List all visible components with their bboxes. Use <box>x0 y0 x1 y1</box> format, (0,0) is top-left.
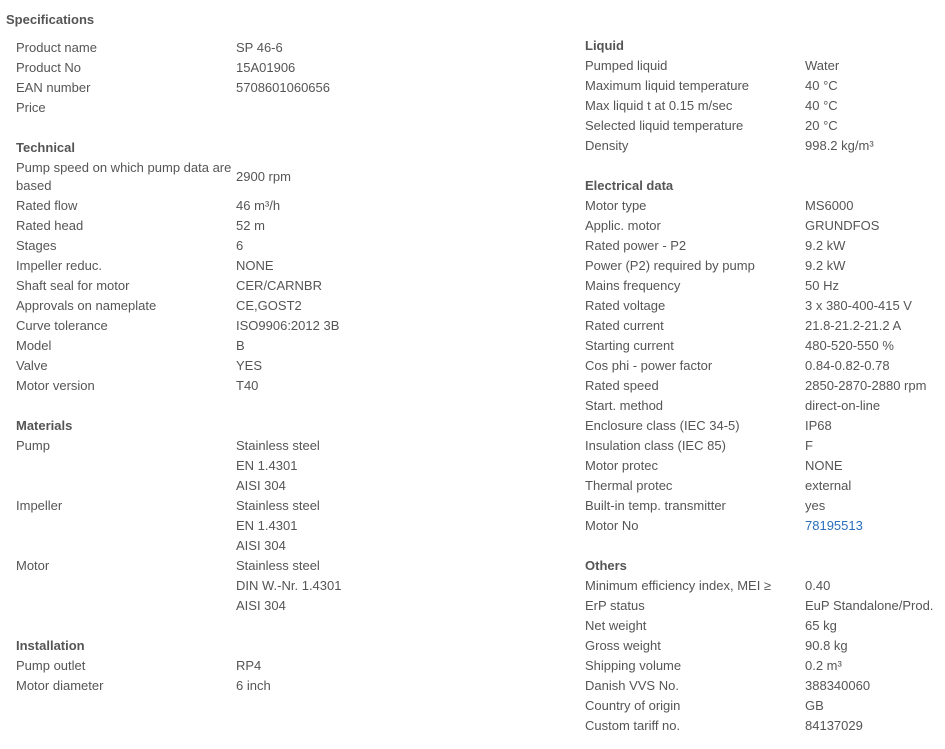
spec-value-line: F <box>805 438 813 453</box>
spec-value-line: 480-520-550 % <box>805 338 894 353</box>
spec-value <box>805 716 863 736</box>
spec-label: Max liquid t at 0.15 m/sec <box>585 98 733 113</box>
spec-value-line: 388340060 <box>805 678 871 693</box>
spec-value-line: B <box>236 338 245 353</box>
spec-row <box>16 676 271 696</box>
spec-label: Country of origin <box>585 698 681 713</box>
spec-value <box>805 396 880 416</box>
spec-row <box>585 476 926 496</box>
spec-value <box>805 236 845 256</box>
spec-label: Gross weight <box>585 638 661 653</box>
spec-value-line: YES <box>236 358 263 373</box>
spec-label: Thermal protec <box>585 478 673 493</box>
spec-label: Motor No <box>585 518 639 533</box>
spec-row <box>585 696 933 716</box>
spec-label: Rated head <box>16 218 84 233</box>
spec-row <box>16 496 341 556</box>
spec-label: Motor diameter <box>16 678 104 693</box>
spec-label: Start. method <box>585 398 664 413</box>
spec-value-line: 6 inch <box>236 678 271 693</box>
spec-label: Valve <box>16 358 48 373</box>
spec-value-line: external <box>805 478 852 493</box>
section-heading: Liquid <box>585 38 624 53</box>
spec-value <box>236 376 258 396</box>
spec-value-line: ISO9906:2012 3B <box>236 318 340 333</box>
spec-value <box>236 496 320 556</box>
spec-value <box>805 496 825 516</box>
spec-value-line: T40 <box>236 378 259 393</box>
page-title: Specifications <box>6 12 95 27</box>
spec-value-line: CER/CARNBR <box>236 278 322 293</box>
spec-value <box>236 336 245 356</box>
spec-value <box>805 296 912 316</box>
spec-label: Rated speed <box>585 378 659 393</box>
spec-label: Applic. motor <box>585 218 661 233</box>
spec-row <box>16 296 339 316</box>
spec-label: Enclosure class (IEC 34-5) <box>585 418 740 433</box>
spec-value-line: AISI 304 <box>236 478 286 493</box>
spec-row <box>16 276 339 296</box>
spec-row <box>16 336 339 356</box>
spec-value-line: yes <box>805 498 826 513</box>
spec-value-line: GB <box>805 698 824 713</box>
spec-value <box>805 56 839 76</box>
spec-value <box>805 596 933 616</box>
spec-value <box>236 316 339 336</box>
spec-value <box>236 216 265 236</box>
spec-value <box>805 476 851 496</box>
spec-row <box>585 396 926 416</box>
spec-value-line: 90.8 kg <box>805 638 848 653</box>
spec-label: Rated voltage <box>585 298 666 313</box>
spec-value <box>805 456 843 476</box>
spec-value-line: 50 Hz <box>805 278 839 293</box>
spec-row <box>16 656 271 676</box>
spec-value-line: NONE <box>805 458 843 473</box>
spec-label: ErP status <box>585 598 645 613</box>
spec-value-line: MS6000 <box>805 198 854 213</box>
spec-row <box>585 416 926 436</box>
spec-row <box>585 336 926 356</box>
spec-row <box>16 38 330 58</box>
section-electrical <box>585 176 926 536</box>
spec-row <box>16 158 339 196</box>
spec-row <box>585 456 926 476</box>
spec-value-line: 21.8-21.2-21.2 A <box>805 318 902 333</box>
spec-label: Pump speed on which pump data are based <box>16 160 232 193</box>
spec-row <box>585 296 926 316</box>
spec-label: Net weight <box>585 618 647 633</box>
section-technical <box>16 138 339 396</box>
spec-row <box>16 216 339 236</box>
spec-row <box>585 576 933 596</box>
spec-value-line: GRUNDFOS <box>805 218 880 233</box>
spec-value-line: EN 1.4301 <box>236 458 298 473</box>
spec-value-line: DIN W.-Nr. 1.4301 <box>236 578 342 593</box>
spec-row <box>16 196 339 216</box>
spec-label: Custom tariff no. <box>585 718 681 733</box>
spec-row <box>585 196 926 216</box>
spec-row <box>16 316 339 336</box>
spec-value-line: EN 1.4301 <box>236 518 298 533</box>
spec-value-line: AISI 304 <box>236 598 286 613</box>
spec-row <box>585 136 874 156</box>
spec-value-line: Water <box>805 58 840 73</box>
spec-value <box>236 58 295 78</box>
spec-value-line: 3 x 380-400-415 V <box>805 298 912 313</box>
spec-value-line: EuP Standalone/Prod. <box>805 598 934 613</box>
spec-label: Rated flow <box>16 198 78 213</box>
spec-value <box>236 276 322 296</box>
spec-value <box>805 116 838 136</box>
section-heading: Electrical data <box>585 178 674 193</box>
spec-value <box>805 256 845 276</box>
spec-value <box>805 336 894 356</box>
spec-row <box>16 98 330 118</box>
spec-value <box>236 38 283 58</box>
spec-value-line: 0.84-0.82-0.78 <box>805 358 890 373</box>
spec-value-line: SP 46-6 <box>236 40 283 55</box>
section-heading: Materials <box>16 418 73 433</box>
spec-value-line: 52 m <box>236 218 265 233</box>
spec-value-line: 0.40 <box>805 578 831 593</box>
spec-label: Built-in temp. transmitter <box>585 498 726 513</box>
spec-row <box>585 716 933 736</box>
spec-value <box>805 216 879 236</box>
spec-value <box>805 676 870 696</box>
spec-row <box>585 116 874 136</box>
spec-value-line: 46 m³/h <box>236 198 281 213</box>
spec-label: Curve tolerance <box>16 318 108 333</box>
spec-value <box>236 256 274 276</box>
spec-value-line: RP4 <box>236 658 262 673</box>
spec-row <box>16 376 339 396</box>
spec-value-line: CE,GOST2 <box>236 298 302 313</box>
spec-label: Impeller reduc. <box>16 258 102 273</box>
spec-row <box>585 256 926 276</box>
spec-label: Product name <box>16 40 97 55</box>
spec-row <box>585 636 933 656</box>
spec-value <box>805 516 863 536</box>
spec-value <box>236 356 262 376</box>
section-others <box>585 556 933 736</box>
spec-label: Danish VVS No. <box>585 678 679 693</box>
section-liquid <box>585 36 874 156</box>
spec-value-line: NONE <box>236 258 274 273</box>
spec-value-line: 15A01906 <box>236 60 296 75</box>
spec-label: Shaft seal for motor <box>16 278 130 293</box>
spec-value <box>805 696 824 716</box>
spec-value <box>805 616 837 636</box>
spec-value-line: 6 <box>236 238 244 253</box>
spec-value <box>805 96 838 116</box>
spec-row <box>585 516 926 536</box>
spec-label: Motor <box>16 558 50 573</box>
section-installation <box>16 636 271 696</box>
spec-value-line: 2900 rpm <box>236 169 291 184</box>
spec-row <box>585 56 874 76</box>
spec-label: Product No <box>16 60 82 75</box>
spec-row <box>585 96 874 116</box>
spec-row <box>585 656 933 676</box>
spec-label: Pumped liquid <box>585 58 668 73</box>
spec-value <box>236 556 341 616</box>
spec-value-line: 998.2 kg/m³ <box>805 138 874 153</box>
spec-value <box>805 656 842 676</box>
spec-label: Impeller <box>16 498 63 513</box>
spec-value <box>236 196 280 216</box>
spec-label: Pump outlet <box>16 658 86 673</box>
spec-value-line: 9.2 kW <box>805 258 846 273</box>
spec-row <box>16 436 341 496</box>
spec-value <box>805 436 813 456</box>
spec-value-line: 0.2 m³ <box>805 658 842 673</box>
spec-label: Motor type <box>585 198 647 213</box>
spec-row <box>585 596 933 616</box>
spec-value <box>805 576 830 596</box>
spec-value-line: 84137029 <box>805 718 863 733</box>
spec-value-line: AISI 304 <box>236 538 286 553</box>
spec-value <box>236 78 330 98</box>
spec-value <box>236 236 243 256</box>
section-general <box>16 38 330 118</box>
spec-value <box>236 296 302 316</box>
spec-label: Insulation class (IEC 85) <box>585 438 726 453</box>
spec-value <box>236 656 261 676</box>
spec-value-line: 2850-2870-2880 rpm <box>805 378 927 393</box>
spec-row <box>585 276 926 296</box>
section-materials <box>16 416 341 616</box>
spec-label: Model <box>16 338 52 353</box>
motor-no-link[interactable]: 78195513 <box>805 518 863 533</box>
spec-value-line: 9.2 kW <box>805 238 846 253</box>
spec-row <box>16 356 339 376</box>
spec-value <box>805 356 890 376</box>
spec-value <box>805 276 839 296</box>
spec-value <box>805 196 853 216</box>
spec-value-line: 65 kg <box>805 618 837 633</box>
spec-value <box>805 76 838 96</box>
spec-label: Power (P2) required by pump <box>585 258 755 273</box>
spec-row <box>585 236 926 256</box>
spec-value <box>805 416 832 436</box>
spec-value <box>805 136 874 156</box>
spec-value <box>805 376 926 396</box>
spec-label: Density <box>585 138 629 153</box>
spec-row <box>585 676 933 696</box>
spec-row <box>585 216 926 236</box>
spec-row <box>16 556 341 616</box>
spec-value <box>805 636 848 656</box>
spec-value-line: Stainless steel <box>236 438 320 453</box>
spec-value-line: direct-on-line <box>805 398 881 413</box>
spec-row <box>585 616 933 636</box>
spec-row <box>585 316 926 336</box>
spec-label: Cos phi - power factor <box>585 358 713 373</box>
spec-label: Approvals on nameplate <box>16 298 157 313</box>
spec-label: Motor version <box>16 378 95 393</box>
spec-label: Maximum liquid temperature <box>585 78 750 93</box>
spec-row <box>585 376 926 396</box>
spec-row <box>585 436 926 456</box>
spec-label: Starting current <box>585 338 674 353</box>
spec-value <box>805 316 901 336</box>
spec-label: Price <box>16 100 46 115</box>
spec-value <box>236 436 320 496</box>
spec-label: Shipping volume <box>585 658 682 673</box>
spec-value <box>236 158 291 196</box>
spec-value-line: Stainless steel <box>236 558 320 573</box>
spec-row <box>16 78 330 98</box>
spec-row <box>585 76 874 96</box>
section-heading: Technical <box>16 140 76 155</box>
spec-row <box>585 356 926 376</box>
spec-label: Rated current <box>585 318 664 333</box>
spec-label: EAN number <box>16 80 91 95</box>
spec-value <box>236 676 271 696</box>
spec-value-line: Stainless steel <box>236 498 320 513</box>
section-heading: Installation <box>16 638 85 653</box>
spec-value-line: IP68 <box>805 418 832 433</box>
spec-value-line: 5708601060656 <box>236 80 330 95</box>
spec-label: Minimum efficiency index, MEI ≥ <box>585 578 772 593</box>
spec-row <box>16 256 339 276</box>
spec-label: Motor protec <box>585 458 658 473</box>
spec-row <box>585 496 926 516</box>
section-heading: Others <box>585 558 627 573</box>
spec-label: Stages <box>16 238 57 253</box>
spec-value-line: 40 °C <box>805 98 838 113</box>
spec-label: Rated power - P2 <box>585 238 687 253</box>
spec-row <box>16 236 339 256</box>
spec-row <box>16 58 330 78</box>
spec-label: Selected liquid temperature <box>585 118 744 133</box>
spec-value-line: 40 °C <box>805 78 838 93</box>
spec-label: Mains frequency <box>585 278 681 293</box>
spec-value-line: 20 °C <box>805 118 838 133</box>
spec-label: Pump <box>16 438 50 453</box>
